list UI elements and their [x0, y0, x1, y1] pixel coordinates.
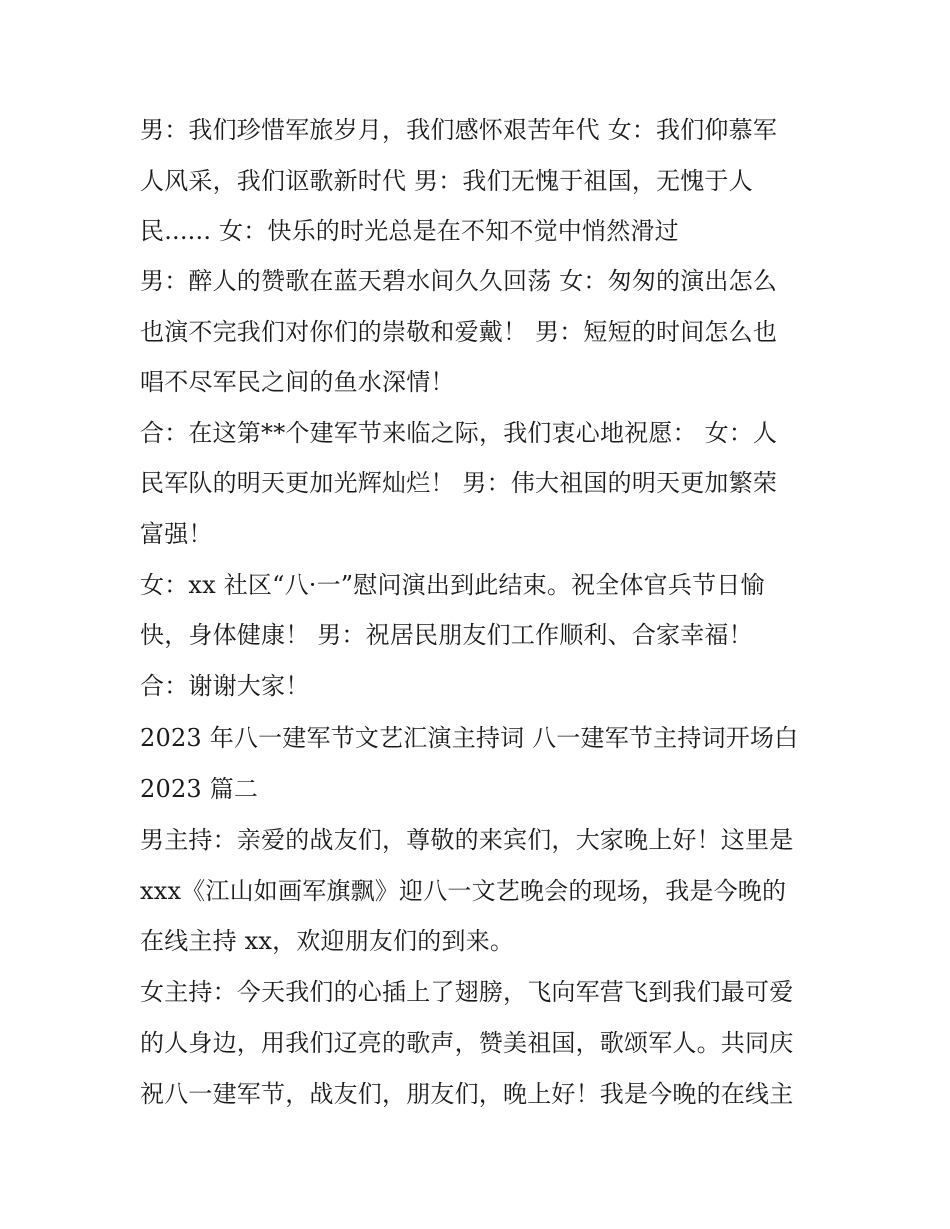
text-line: 民...... 女：快乐的时光总是在不知不觉中悄然滑过 — [140, 217, 679, 245]
text-line: 合：谢谢大家！ — [140, 672, 310, 700]
text-line: 男：醉人的赞歌在蓝天碧水间久久回荡 女：匆匆的演出怎么 — [140, 267, 778, 295]
text-line: 的人身边，用我们辽亮的歌声，赞美祖国，歌颂军人。共同庆 — [140, 1029, 794, 1057]
text-line: 合：在这第**个建军节来临之际，我们衷心地祝愿： 女：人 — [140, 419, 778, 447]
text-line: 祝八一建军节，战友们，朋友们，晚上好！我是今晚的在线主 — [140, 1080, 794, 1108]
text-line: 富强！ — [140, 520, 213, 548]
text-line: 在线主持 xx，欢迎朋友们的到来。 — [140, 927, 515, 955]
text-line: 男：我们珍惜军旅岁月，我们感怀艰苦年代 女：我们仰慕军 — [140, 116, 778, 144]
text-line: 唱不尽军民之间的鱼水深情！ — [140, 368, 455, 396]
section-heading-line: 2023 篇二 — [140, 775, 259, 803]
text-line: 女主持：今天我们的心插上了翅膀，飞向军营飞到我们最可爱 — [140, 978, 794, 1006]
text-line: 快，身体健康！ 男：祝居民朋友们工作顺利、合家幸福！ — [140, 621, 753, 649]
section-heading-line: 2023 年八一建军节文艺汇演主持词 八一建军节主持词开场白 — [140, 724, 799, 752]
text-line: 人风采，我们讴歌新时代 男：我们无愧于祖国，无愧于人 — [140, 167, 753, 195]
text-line: 民军队的明天更加光辉灿烂！ 男：伟大祖国的明天更加繁荣 — [140, 469, 778, 497]
text-line: 女：xx 社区“八·一”慰问演出到此结束。祝全体官兵节日愉 — [140, 571, 765, 599]
text-line: 也演不完我们对你们的崇敬和爱戴！ 男：短短的时间怎么也 — [140, 318, 778, 346]
text-line: 男主持：亲爱的战友们，尊敬的来宾们，大家晚上好！这里是 — [140, 826, 794, 854]
text-line: xxx《江山如画军旗飘》迎八一文艺晚会的现场，我是今晚的 — [140, 877, 787, 905]
